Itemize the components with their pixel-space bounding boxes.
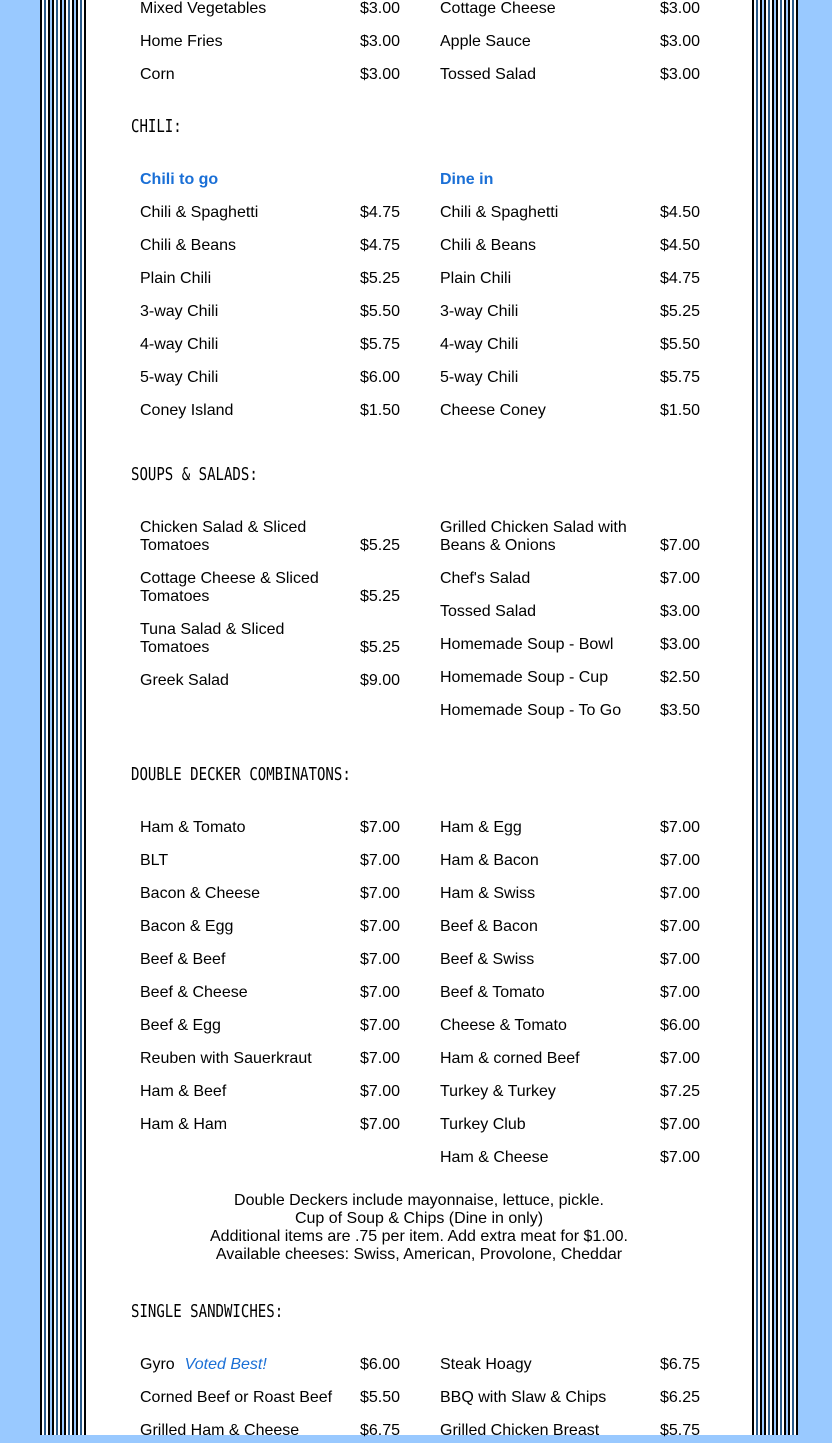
item-name: Chicken Salad & Sliced Tomatoes [140, 519, 307, 554]
item-name: Bacon & Egg [140, 918, 234, 935]
menu-item [140, 1005, 440, 1038]
item-name: Greek Salad [140, 672, 229, 689]
menu-item [440, 1005, 740, 1038]
item-name: Apple Sauce [440, 33, 531, 50]
item-name: Tuna Salad & Sliced Tomatoes [140, 621, 285, 656]
item-name: Home Fries [140, 33, 223, 50]
menu-item [140, 558, 440, 609]
item-name: Chef's Salad [440, 570, 531, 587]
item-name: Chili & Beans [440, 237, 537, 254]
double-decker-left-column [140, 807, 440, 1137]
item-name: 4-way Chili [140, 336, 219, 353]
item-price: $6.00 [360, 369, 401, 386]
item-name: Cheese Coney [440, 402, 546, 419]
item-price: $7.00 [360, 852, 401, 869]
double-decker-heading: DOUBLE DECKER COMBINATONS: [131, 764, 351, 785]
item-price: $7.00 [360, 1083, 401, 1100]
menu-item [140, 609, 440, 660]
item-price: $3.00 [660, 603, 701, 620]
item-name: Beef & Cheese [140, 984, 248, 1001]
item-price: $7.00 [660, 852, 701, 869]
item-name: Ham & Beef [140, 1083, 227, 1100]
item-name: Ham & Bacon [440, 852, 539, 869]
item-price: $1.50 [660, 402, 701, 419]
item-name: Beef & Swiss [440, 951, 535, 968]
item-name: Ham & Tomato [140, 819, 246, 836]
menu-item [440, 1377, 740, 1410]
item-name: Homemade Soup - To Go [440, 702, 622, 719]
menu-item [440, 1137, 740, 1170]
menu-item [440, 1344, 740, 1377]
item-price: $7.00 [660, 819, 701, 836]
menu-item [140, 807, 440, 840]
item-price: $7.25 [660, 1083, 701, 1100]
chili-dine-in-title: Dine in [440, 171, 494, 188]
single-sandwiches-right-column [440, 1344, 740, 1443]
item-name: 5-way Chili [440, 369, 519, 386]
item-name: Beef & Bacon [440, 918, 538, 935]
item-price: $5.25 [360, 537, 401, 554]
item-name: BBQ with Slaw & Chips [440, 1389, 607, 1406]
menu-item [440, 390, 740, 423]
item-name: 3-way Chili [440, 303, 519, 320]
item-price: $7.00 [360, 819, 401, 836]
menu-item [140, 291, 440, 324]
menu-item [140, 873, 440, 906]
item-name: Chili & Spaghetti [440, 204, 559, 221]
item-price: $3.00 [360, 33, 401, 50]
item-price: $7.00 [660, 1149, 701, 1166]
voted-best-badge: Voted Best! [184, 1356, 267, 1373]
item-name: Beef & Beef [140, 951, 226, 968]
item-price: $4.75 [360, 237, 401, 254]
item-price: $7.00 [360, 984, 401, 1001]
note-line: Additional items are .75 per item. Add extra meat for $1.00. [210, 1228, 628, 1245]
menu-item [440, 192, 740, 225]
item-price: $7.00 [360, 1017, 401, 1034]
item-price: $7.00 [660, 570, 701, 587]
item-name: Tossed Salad [440, 603, 537, 620]
item-price: $4.50 [660, 237, 701, 254]
item-name: Ham & Ham [140, 1116, 228, 1133]
menu-item [440, 0, 740, 21]
menu-item [440, 873, 740, 906]
item-name: Turkey Club [440, 1116, 526, 1133]
item-price: $5.25 [360, 270, 401, 287]
menu-page [86, 0, 752, 1439]
item-name: Ham & Cheese [440, 1149, 549, 1166]
menu-item [440, 624, 740, 657]
menu-item [140, 225, 440, 258]
menu-item [140, 357, 440, 390]
menu-item [140, 258, 440, 291]
item-name: Homemade Soup - Cup [440, 669, 609, 686]
menu-item [440, 54, 740, 87]
menu-item [140, 390, 440, 423]
item-price: $6.75 [660, 1356, 701, 1373]
salads-right-column [440, 507, 740, 723]
item-price: $6.00 [660, 1017, 701, 1034]
item-name: Plain Chili [140, 270, 212, 287]
item-name: Beef & Tomato [440, 984, 545, 1001]
item-name: Chili & Spaghetti [140, 204, 259, 221]
left-border-stripes [40, 0, 86, 1435]
item-name: Coney Island [140, 402, 234, 419]
chili-to-go-column [140, 159, 440, 423]
item-price: $2.50 [660, 669, 701, 686]
item-name: Turkey & Turkey [440, 1083, 556, 1100]
double-decker-right-column [440, 807, 740, 1170]
item-name: Tossed Salad [440, 66, 537, 83]
item-price: $6.75 [360, 1422, 401, 1439]
salads-left-column [140, 507, 440, 693]
item-price: $5.75 [660, 369, 701, 386]
item-name: Chili & Beans [140, 237, 237, 254]
sides-right-column [440, 0, 740, 87]
item-price: $5.25 [360, 588, 401, 605]
menu-item [140, 1038, 440, 1071]
item-name: Ham & Swiss [440, 885, 536, 902]
menu-item [440, 1104, 740, 1137]
item-price: $7.00 [660, 984, 701, 1001]
item-name: Cottage Cheese & Sliced Tomatoes [140, 570, 319, 605]
item-name: Ham & Egg [440, 819, 522, 836]
single-sandwiches-heading: SINGLE SANDWICHES: [131, 1301, 284, 1322]
item-price: $9.00 [360, 672, 401, 689]
item-name: Plain Chili [440, 270, 512, 287]
menu-item [140, 0, 440, 21]
double-decker-notes [86, 1192, 752, 1264]
sides-left-column [140, 0, 440, 87]
single-sandwiches-left-column [140, 1344, 440, 1443]
menu-item [440, 225, 740, 258]
right-border-stripes [752, 0, 798, 1435]
menu-item [140, 660, 440, 693]
menu-item [140, 1344, 440, 1377]
menu-item [440, 558, 740, 591]
item-price: $7.00 [360, 1116, 401, 1133]
item-name: 4-way Chili [440, 336, 519, 353]
menu-item [440, 258, 740, 291]
menu-item [440, 972, 740, 1005]
item-price: $3.00 [360, 66, 401, 83]
menu-item [140, 906, 440, 939]
item-name: Beef & Egg [140, 1017, 221, 1034]
item-price: $7.00 [660, 1050, 701, 1067]
item-price: $3.00 [660, 66, 701, 83]
menu-item [140, 324, 440, 357]
item-price: $4.75 [360, 204, 401, 221]
item-price: $7.00 [360, 918, 401, 935]
menu-item [440, 591, 740, 624]
item-name: Cheese & Tomato [440, 1017, 567, 1034]
item-name: 5-way Chili [140, 369, 219, 386]
menu-item [440, 807, 740, 840]
item-price: $3.00 [660, 33, 701, 50]
menu-item [440, 1071, 740, 1104]
menu-item [440, 507, 740, 558]
item-price: $7.00 [660, 951, 701, 968]
menu-item [140, 939, 440, 972]
item-price: $1.50 [360, 402, 401, 419]
menu-item [140, 192, 440, 225]
item-price: $5.25 [660, 303, 701, 320]
item-name: Bacon & Cheese [140, 885, 261, 902]
item-name: Grilled Chicken Breast [440, 1422, 600, 1439]
item-name: Cottage Cheese [440, 0, 556, 17]
note-line: Cup of Soup & Chips (Dine in only) [294, 1210, 544, 1227]
item-name: Mixed Vegetables [140, 0, 267, 17]
item-name: 3-way Chili [140, 303, 219, 320]
item-price: $5.75 [660, 1422, 701, 1439]
menu-item [140, 21, 440, 54]
menu-item [440, 357, 740, 390]
menu-item [440, 939, 740, 972]
menu-item [140, 1104, 440, 1137]
menu-item [140, 972, 440, 1005]
note-line: Double Deckers include mayonnaise, lettuce, pickle. [234, 1192, 604, 1209]
menu-item [440, 906, 740, 939]
chili-to-go-title: Chili to go [140, 171, 219, 188]
menu-item [440, 21, 740, 54]
item-price: $7.00 [660, 885, 701, 902]
item-name: Steak Hoagy [440, 1356, 532, 1373]
item-name: Grilled Ham & Cheese [140, 1422, 300, 1439]
menu-item [440, 657, 740, 690]
item-price: $3.50 [660, 702, 701, 719]
item-price: $6.25 [660, 1389, 701, 1406]
menu-item [140, 1410, 440, 1443]
item-price: $3.00 [660, 636, 701, 653]
menu-item [140, 1071, 440, 1104]
menu-item [440, 324, 740, 357]
chili-dine-in-column [440, 159, 740, 423]
item-name: Grilled Chicken Salad with Beans & Onions [440, 519, 627, 554]
item-price: $5.75 [360, 336, 401, 353]
item-name: BLT [140, 852, 169, 869]
item-price: $3.00 [660, 0, 701, 17]
note-line: Available cheeses: Swiss, American, Provolone, Cheddar [215, 1246, 623, 1263]
item-price: $4.75 [660, 270, 701, 287]
menu-item [440, 291, 740, 324]
item-price: $5.50 [660, 336, 701, 353]
item-name: Reuben with Sauerkraut [140, 1050, 312, 1067]
menu-item [140, 54, 440, 87]
item-name: Gyro [140, 1356, 175, 1373]
item-price: $7.00 [360, 951, 401, 968]
menu-item [440, 690, 740, 723]
menu-item [140, 840, 440, 873]
item-price: $4.50 [660, 204, 701, 221]
item-price: $5.50 [360, 303, 401, 320]
item-price: $7.00 [660, 537, 701, 554]
soups-salads-heading: SOUPS & SALADS: [131, 464, 258, 485]
menu-item [440, 840, 740, 873]
item-name: Corn [140, 66, 175, 83]
item-price: $7.00 [660, 918, 701, 935]
menu-item [140, 1377, 440, 1410]
menu-item [440, 1038, 740, 1071]
item-price: $5.50 [360, 1389, 401, 1406]
item-price: $3.00 [360, 0, 401, 17]
item-price: $6.00 [360, 1356, 401, 1373]
item-price: $7.00 [660, 1116, 701, 1133]
chili-heading: CHILI: [131, 116, 182, 137]
item-name: Ham & corned Beef [440, 1050, 580, 1067]
item-price: $5.25 [360, 639, 401, 656]
item-name: Corned Beef or Roast Beef [140, 1389, 333, 1406]
menu-item [140, 507, 440, 558]
item-price: $7.00 [360, 885, 401, 902]
item-price: $7.00 [360, 1050, 401, 1067]
menu-item [440, 1410, 740, 1443]
item-name: Homemade Soup - Bowl [440, 636, 614, 653]
